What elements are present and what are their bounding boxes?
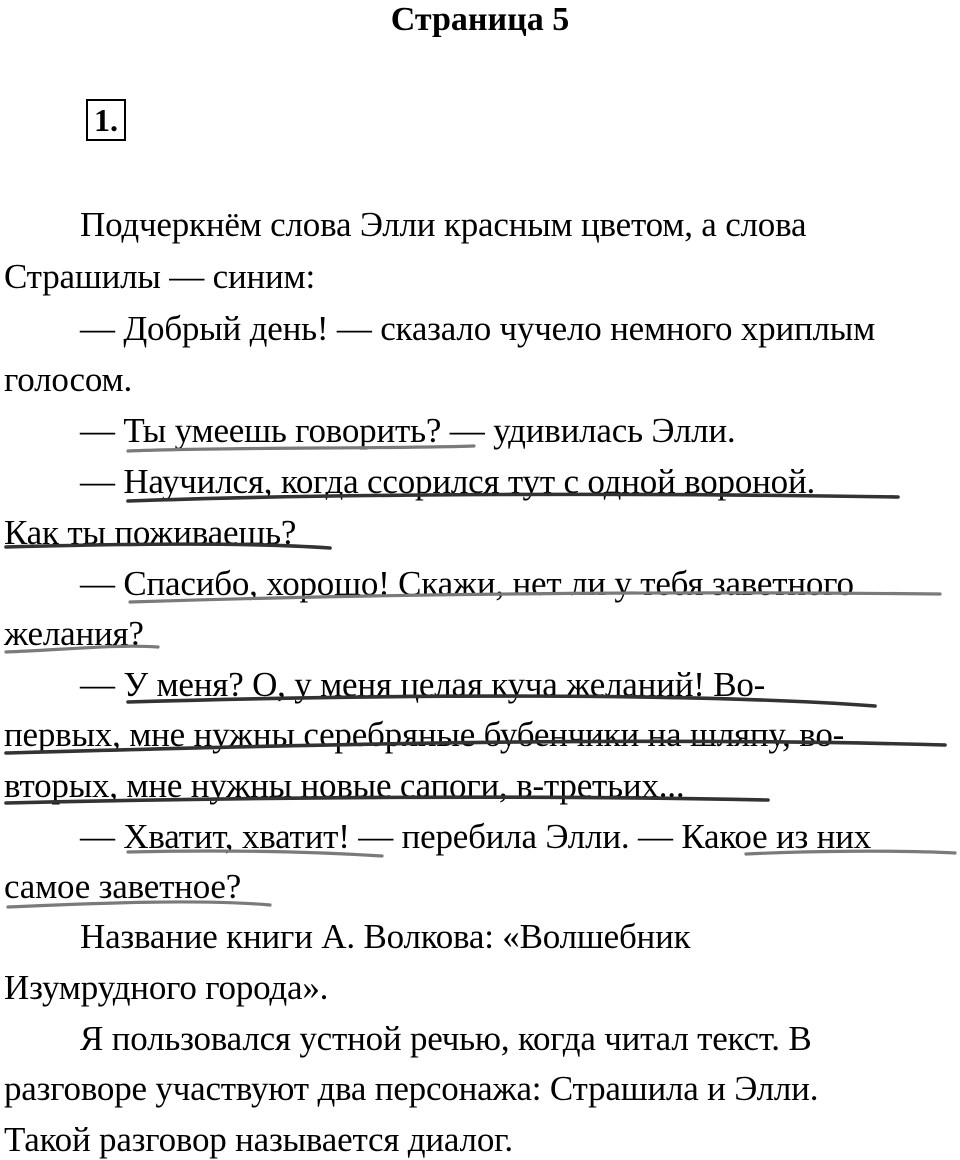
- text-line: Как ты поживаешь?: [4, 513, 297, 552]
- text-line: Изумрудного города».: [4, 968, 329, 1007]
- text-line: — У меня? О, у меня целая куча желаний! Во-: [80, 665, 766, 704]
- text-line: разговоре участвуют два персонажа: Страшила и Элли.: [4, 1069, 819, 1108]
- text-line: первых, мне нужны серебряные бубенчики на шляпу, во-: [4, 715, 845, 754]
- text-line: — Хватит, хватит! — перебила Элли. — Какое из них: [80, 817, 872, 856]
- text-line: голосом.: [4, 360, 133, 399]
- text-line: Подчеркнём слова Элли красным цветом, а слова: [80, 205, 807, 244]
- text-line: Страшилы — синим:: [4, 257, 316, 296]
- text-line: Такой разговор называется диалог.: [4, 1120, 513, 1159]
- page-title: Страница 5: [390, 1, 570, 38]
- text-line: — Ты умеешь говорить? — удивилась Элли.: [80, 411, 736, 450]
- text-line: желания?: [4, 614, 144, 653]
- text-line: Я пользовался устной речью, когда читал текст. В: [80, 1019, 812, 1058]
- text-line: самое заветное?: [4, 867, 242, 906]
- text-line: вторых, мне нужны новые сапоги, в-третьих...: [4, 766, 685, 805]
- text-line: Название книги А. Волкова: «Волшебник: [80, 917, 691, 956]
- text-line: — Научился, когда ссорился тут с одной вороной.: [80, 462, 816, 501]
- task-number-box: 1.: [86, 99, 126, 141]
- text-line: — Спасибо, хорошо! Скажи, нет ли у тебя заветного: [80, 564, 854, 603]
- text-line: — Добрый день! — сказало чучело немного хриплым: [80, 309, 876, 348]
